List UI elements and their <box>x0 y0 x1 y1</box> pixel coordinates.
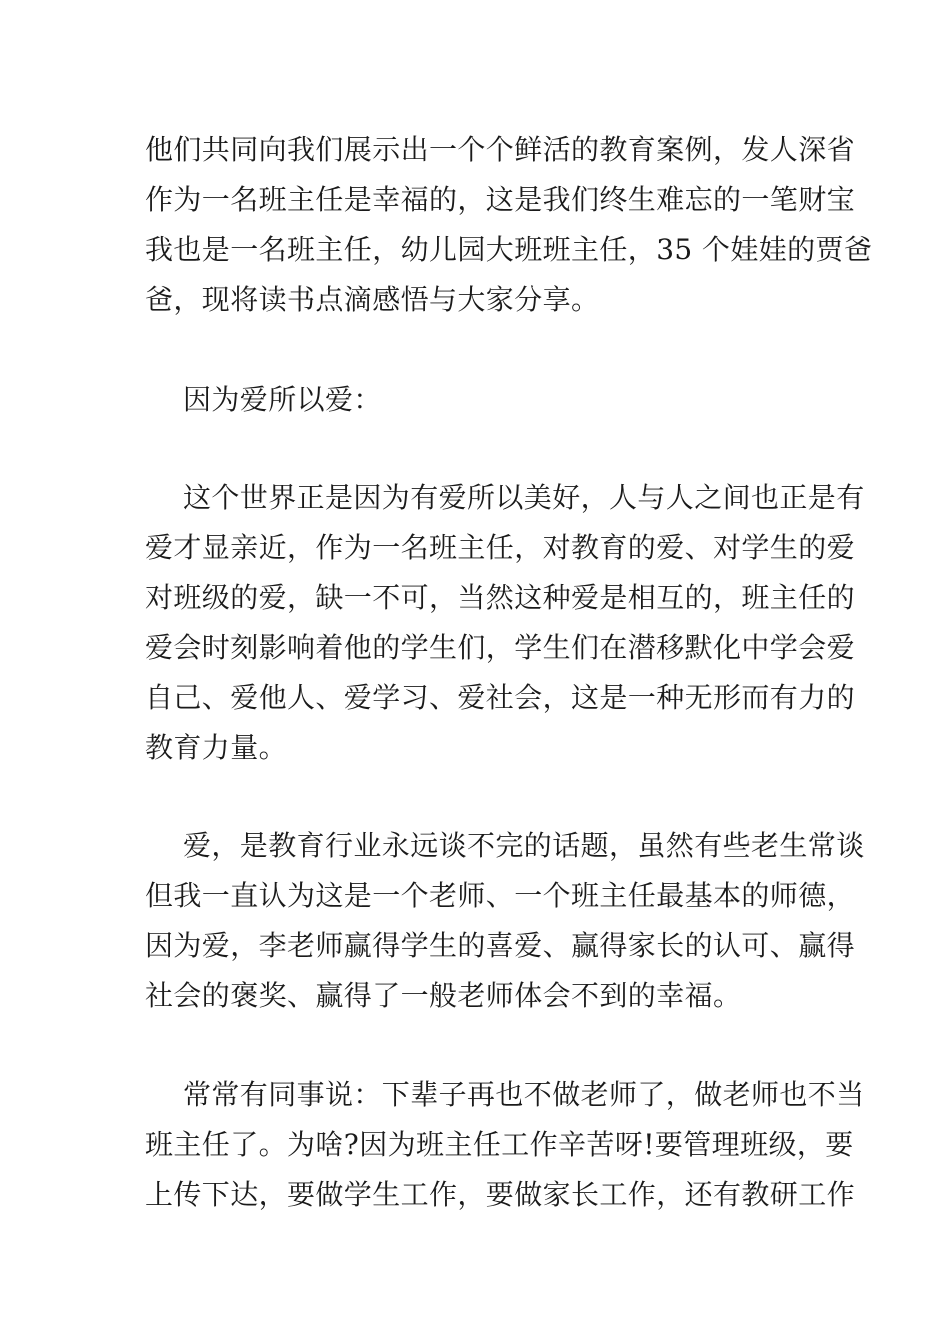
paragraph-3-line-1: 这个世界正是因为有爱所以美好，人与人之间也正是有 <box>183 481 865 514</box>
paragraph-4-line-2: 但我一直认为这是一个老师、一个班主任最基本的师德， <box>145 879 856 912</box>
paragraph-4-line-3: 因为爱，李老师赢得学生的喜爱、赢得家长的认可、赢得 <box>145 929 856 962</box>
paragraph-4-line-1: 爱，是教育行业永远谈不完的话题，虽然有些老生常谈 <box>183 829 865 862</box>
paragraph-3-line-6: 教育力量。 <box>145 731 288 764</box>
paragraph-4-line-4: 社会的褒奖、赢得了一般老师体会不到的幸福。 <box>145 979 742 1012</box>
paragraph-1-line-4: 爸，现将读书点滴感悟与大家分享。 <box>145 283 600 316</box>
paragraph-3-line-5: 自己、爱他人、爱学习、爱社会，这是一种无形而有力的 <box>145 681 856 714</box>
paragraph-5-line-3: 上传下达，要做学生工作，要做家长工作，还有教研工作 <box>145 1178 856 1211</box>
paragraph-1-line-2: 作为一名班主任是幸福的，这是我们终生难忘的一笔财宝 <box>145 183 856 216</box>
paragraph-5-line-1: 常常有同事说：下辈子再也不做老师了，做老师也不当 <box>183 1078 865 1111</box>
paragraph-3-line-4: 爱会时刻影响着他的学生们，学生们在潜移默化中学会爱 <box>145 631 856 664</box>
paragraph-1-line-1: 他们共同向我们展示出一个个鲜活的教育案例，发人深省 <box>145 133 856 166</box>
paragraph-1-line-3: 我也是一名班主任，幼儿园大班班主任，35 个娃娃的贾爸 <box>145 233 873 266</box>
paragraph-3-line-3: 对班级的爱，缺一不可，当然这种爱是相互的，班主任的 <box>145 581 856 614</box>
paragraph-5-line-2: 班主任了。为啥?因为班主任工作辛苦呀!要管理班级，要 <box>145 1128 854 1161</box>
paragraph-3-line-2: 爱才显亲近，作为一名班主任，对教育的爱、对学生的爱 <box>145 531 856 564</box>
section-heading: 因为爱所以爱： <box>183 383 382 416</box>
